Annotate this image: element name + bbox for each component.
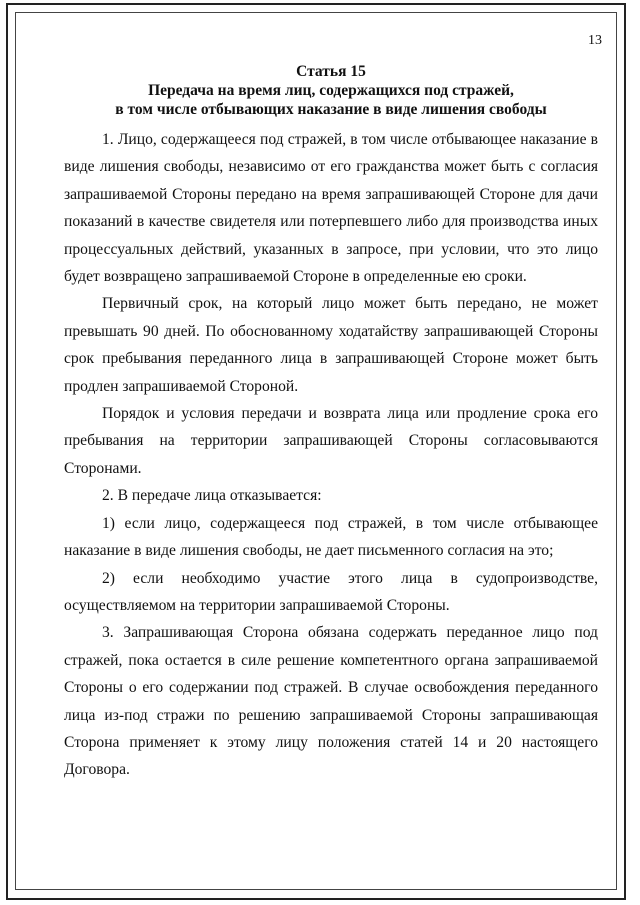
paragraph-6: 2) если необходимо участие этого лица в судопроизводстве, осуществляемом на территории запрашиваемой Стороны.	[64, 569, 598, 614]
article-title-line-2: в том числе отбывающих наказание в виде лишения свободы	[115, 101, 547, 118]
article-content	[64, 62, 598, 784]
paragraph-4: 2. В передаче лица отказывается:	[102, 487, 322, 505]
paragraph-7: 3. Запрашивающая Сторона обязана содержать переданное лицо под стражей, пока остается в силе решение компетентного органа запрашиваемой Стороны о его содержании под стражей. В случае освобождения переданного лица из-под стражи по решению запрашиваемой Стороны запрашивающая Сторона применяет к этому лицу положения статей 14 и 20 настоящего Договора.	[64, 624, 598, 779]
paragraph-2: Первичный срок, на который лицо может быть передано, не может превышать 90 дней. По обоснованному ходатайству запрашивающей Стороны срок пребывания переданного лица в запрашивающей Стороне может быть продлен запрашиваемой Стороной.	[64, 295, 598, 395]
paragraph-3: Порядок и условия передачи и возврата лица или продление срока его пребывания на территории запрашивающей Стороны согласовываются Сторонами.	[64, 405, 598, 477]
article-title-line-1: Передача на время лиц, содержащихся под стражей,	[148, 82, 514, 99]
paragraph-1: 1. Лицо, содержащееся под стражей, в том числе отбывающее наказание в виде лишения свободы, независимо от его гражданства может быть с согласия запрашиваемой Стороны передано на время запрашивающей Стороне для дачи показаний в качестве свидетеля или потерпевшего либо для производства иных процессуальных действий, указанных в запросе, при условии, что это лицо будет возвращено запрашиваемой Стороне в определенные ею сроки.	[64, 131, 598, 286]
page-number: 13	[588, 33, 602, 48]
paragraph-5: 1) если лицо, содержащееся под стражей, в том числе отбывающее наказание в виде лишения свободы, не дает письменного согласия на это;	[64, 514, 598, 560]
article-number: Статья 15	[296, 63, 366, 80]
